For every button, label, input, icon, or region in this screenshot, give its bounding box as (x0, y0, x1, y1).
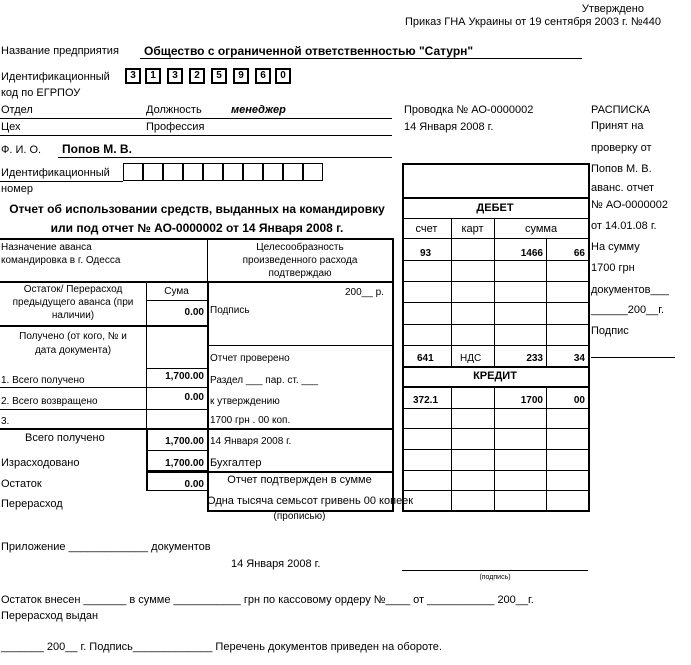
org-underline (140, 58, 582, 59)
approve-label: к утверждению (210, 396, 280, 407)
id-label-2: номер (1, 183, 33, 195)
footer-date: 14 Января 2008 г. (231, 558, 321, 570)
ledger-line (402, 366, 588, 368)
id-box (303, 163, 323, 181)
org-name: Общество с ограниченной ответственностью "Сатурн" (144, 44, 474, 58)
balance-value: 0.00 (184, 307, 204, 318)
sign-date: 14 Января 2008 г. (210, 436, 292, 447)
signature-label: Подпись (210, 305, 250, 316)
table-top-border (0, 238, 392, 240)
purpose-label: Назначение аванса (1, 242, 92, 253)
department-label: Отдел (1, 104, 33, 116)
edrpou-digit: 1 (145, 68, 161, 84)
ledger-line (402, 490, 588, 491)
received-label-1: Получено (от кого, № и (19, 331, 127, 342)
total-received-1-value: 1,700.00 (165, 371, 204, 382)
line-3-label: 3. (1, 416, 10, 427)
table-line (0, 325, 207, 327)
sum-label: Сума (164, 286, 189, 297)
debit-title: ДЕБЕТ (476, 202, 514, 214)
credit-row1-kop: 00 (573, 395, 585, 406)
edrpou-digit: 0 (275, 68, 291, 84)
id-box (183, 163, 203, 181)
col-account: счет (415, 223, 438, 235)
amount-text: 1700 грн . 00 коп. (210, 415, 291, 426)
fio-underline (58, 157, 392, 158)
edrpou-digit: 9 (233, 68, 249, 84)
balance-label-3: наличии) (51, 310, 95, 321)
id-box (283, 163, 303, 181)
order-reference: Приказ ГНА Украины от 19 сентября 2003 г. №440 (404, 16, 661, 28)
receipt-line: № АО-0000002 (591, 199, 668, 211)
profession-label: Профессия (146, 121, 205, 133)
position-label: Должность (146, 104, 202, 116)
attachment-line: Приложение _____________ документов (1, 541, 211, 553)
id-box (143, 163, 163, 181)
receipt-line: аванс. отчет (591, 182, 655, 194)
ledger-line (402, 428, 588, 429)
id-box (163, 163, 183, 181)
total-received-1-label: 1. Всего получено (1, 375, 85, 386)
remainder-deposit-line: Остаток внесен _______ в сумме ___________ грн по кассовому ордеру №____ от ___________ 200__г. (1, 594, 534, 606)
checked-label: Отчет проверено (210, 353, 290, 364)
debit-row1-account: 93 (420, 248, 432, 259)
receipt-title: РАСПИСКА (591, 104, 651, 116)
table-line (207, 345, 393, 346)
ledger-line (402, 281, 588, 282)
id-box (123, 163, 143, 181)
edrpou-label-1: Идентификационный (1, 71, 110, 83)
ledger-line (402, 345, 588, 346)
table-line (146, 368, 207, 369)
ledger-top-border (402, 163, 588, 165)
balance-label-1: Остаток/ Перерасход (23, 284, 123, 295)
approved-label: Утверждено (581, 3, 644, 15)
appropriateness-label-3: подтверждаю (268, 268, 332, 279)
remainder-value: 0.00 (184, 479, 204, 490)
accountant-label: Бухгалтер (210, 457, 262, 469)
table-divider (146, 283, 147, 428)
ledger-line (402, 324, 588, 325)
purpose-value: командировка в г. Одесса (1, 255, 121, 266)
ledger-line (402, 470, 588, 471)
edrpou-digit: 3 (125, 68, 141, 84)
edrpou-digit: 6 (255, 68, 271, 84)
returned-value: 0.00 (184, 392, 204, 403)
ledger-bottom-border (402, 510, 590, 512)
overspend-label: Перерасход (1, 498, 63, 510)
edrpou-digit: 3 (167, 68, 183, 84)
table-divider (207, 239, 208, 281)
edrpou-digit: 2 (189, 68, 205, 84)
returned-label: 2. Всего возвращено (1, 396, 98, 407)
posting-date: 14 Января 2008 г. (404, 121, 494, 133)
spent-label: Израсходовано (1, 457, 80, 469)
edrpou-label-2: код по ЕГРПОУ (1, 87, 81, 99)
confirmed-label: Отчет подтвержден в сумме (227, 474, 372, 486)
fio-label: Ф. И. О. (1, 144, 42, 156)
receipt-line: документов___ (591, 284, 669, 296)
id-underline (0, 181, 123, 182)
col-sum: сумма (524, 223, 558, 235)
receipt-line: 1700 грн (591, 262, 635, 274)
received-label-2: дата документа) (34, 345, 112, 356)
debit-row2-sum: 233 (526, 353, 543, 364)
ledger-col-divider (494, 218, 495, 366)
posting-number: Проводка № АО-0000002 (404, 104, 534, 116)
ledger-line (402, 238, 588, 239)
id-box (243, 163, 263, 181)
credit-row1-account: 372.1 (413, 395, 439, 406)
id-box (263, 163, 283, 181)
receipt-signature-line (591, 357, 675, 358)
credit-row1-sum: 1700 (520, 395, 543, 406)
spent-value: 1,700.00 (165, 458, 204, 469)
total-received-value: 1,700.00 (165, 436, 204, 447)
report-title: Отчет об использовании средств, выданных на командировку (9, 202, 385, 216)
table-line (0, 387, 207, 388)
ledger-line (402, 218, 588, 219)
table-line (146, 300, 207, 301)
year-field: 200__ р. (345, 287, 384, 298)
receipt-line: Попов М. В. (591, 163, 652, 175)
in-words-hint: (прописью) (273, 511, 326, 522)
department-underline (0, 118, 392, 119)
section-field: Раздел ___ пар. ст. ___ (210, 375, 319, 386)
debit-row1-sum: 1466 (520, 248, 543, 259)
ledger-col-divider (451, 386, 452, 510)
receipt-line: Принят на (591, 120, 644, 132)
id-label-1: Идентификационный (1, 167, 110, 179)
id-box (203, 163, 223, 181)
col-card: карт (461, 223, 484, 235)
table-line (0, 428, 392, 430)
debit-row2-account: 641 (417, 353, 434, 364)
receipt-line: ______200__г. (591, 304, 665, 316)
workshop-underline (0, 135, 392, 136)
ledger-line (402, 260, 588, 261)
appropriateness-label-1: Целесообразность (256, 242, 344, 253)
receipt-line: проверку от (591, 142, 652, 154)
receipt-line: На сумму (591, 241, 640, 253)
report-subtitle: или под отчет № АО-0000002 от 14 Января 2008 г. (50, 221, 344, 235)
footer-signature-hint: (подпись) (479, 574, 511, 581)
credit-title: КРЕДИТ (473, 370, 517, 382)
appropriateness-label-2: произведенного расхода (242, 255, 358, 266)
table-line (0, 409, 207, 410)
amount-in-words: Одна тысяча семьсот гривень 00 копеек (207, 495, 414, 507)
ledger-line (402, 302, 588, 303)
bottom-signature-line: _______ 200__ г. Подпись_____________ Перечень документов приведен на обороте. (1, 641, 442, 653)
fio-value: Попов М. В. (62, 142, 132, 156)
position-value: менеджер (231, 104, 286, 116)
debit-row2-kop: 34 (573, 353, 585, 364)
ledger-left-border (402, 163, 404, 510)
debit-row1-kop: 66 (573, 248, 585, 259)
balance-label-2: предыдущего аванса (при (12, 297, 134, 308)
table-border (0, 281, 392, 283)
table-line (146, 490, 207, 491)
workshop-label: Цех (1, 121, 21, 133)
remainder-label: Остаток (1, 478, 42, 490)
debit-row2-card: НДС (460, 353, 482, 364)
table-line (146, 450, 207, 451)
ledger-line (402, 386, 588, 388)
footer-signature-line (402, 570, 588, 571)
table-line (146, 471, 393, 473)
table-right-border (392, 238, 394, 510)
ledger-line (402, 449, 588, 450)
ledger-line (402, 197, 588, 199)
ledger-col-divider (451, 218, 452, 366)
total-received-label: Всего получено (25, 432, 105, 444)
id-box (223, 163, 243, 181)
ledger-right-border (588, 163, 590, 510)
edrpou-digit: 5 (211, 68, 227, 84)
receipt-signature: Подпис (591, 325, 629, 337)
org-label: Название предприятия (1, 45, 119, 57)
overspend-issued: Перерасход выдан (1, 610, 99, 622)
ledger-line (402, 408, 588, 409)
receipt-line: от 14.01.08 г. (591, 220, 657, 232)
